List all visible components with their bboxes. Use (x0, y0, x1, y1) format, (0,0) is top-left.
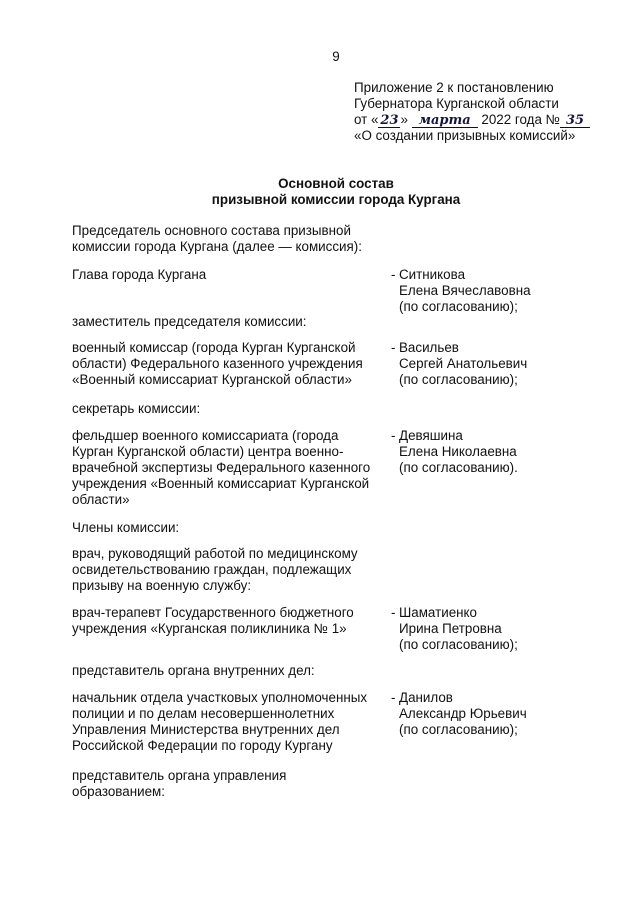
appendix-date-prefix: от « (354, 112, 379, 127)
appendix-line-4: «О создании призывных комиссий» (354, 128, 576, 143)
police-position: начальник отдела участковых уполномоченных полиции и по делам несовершеннолетних Управления Министерства внутренних дел Российской Федерации по городу Кургану (72, 690, 368, 753)
police-person: - Данилов Александр Юрьевич (по согласованию); (391, 690, 527, 737)
deputy-heading: заместитель председателя комиссии: (72, 314, 307, 329)
appendix-line-1: Приложение 2 к постановлению (354, 80, 554, 95)
deputy-position: военный комиссар (города Курган Курганской области) Федерального казенного учреждения «Военный комиссариат Курганской области» (72, 340, 363, 387)
appendix-close-quote: » (400, 112, 408, 127)
doctor-position: врач-терапевт Государственного бюджетного учреждения «Курганская поликлиника № 1» (72, 605, 354, 636)
secretary-person: - Девяшина Елена Николаевна (по согласованию). (391, 428, 518, 475)
title-line-2: призывной комиссии города Кургана (211, 192, 461, 207)
appendix-line-2: Губернатора Курганской области (354, 96, 559, 111)
deputy-person: - Васильев Сергей Анатольевич (по согласованию); (391, 340, 528, 387)
appendix-date-line (354, 112, 614, 128)
chairman-position: Глава города Кургана (72, 267, 207, 282)
secretary-position: фельдшер военного комиссариата (города Курган Курганской области) центра военно- врачебной экспертизы Федерального казенного учреждения «Военный комиссариат Курганской области» (72, 428, 371, 507)
doctor-heading: врач, руководящий работой по медицинскому освидетельствованию граждан, подлежащих призыву на военную службу: (72, 546, 358, 593)
document-title (0, 176, 640, 208)
police-heading: представитель органа внутренних дел: (72, 663, 315, 678)
appendix-number: 35 (560, 114, 590, 128)
members-heading: Члены комиссии: (72, 520, 180, 535)
education-heading: представитель органа управления образованием: (72, 768, 287, 799)
appendix-header (354, 80, 614, 144)
title-line-1: Основной состав (278, 176, 394, 191)
doctor-person: - Шаматиенко Ирина Петровна (по согласованию); (391, 605, 518, 652)
secretary-heading: секретарь комиссии: (72, 401, 201, 416)
page-number: 9 (332, 49, 340, 64)
chairman-person: - Ситникова Елена Вячеславовна (по согласованию); (391, 267, 531, 314)
chairman-heading: Председатель основного состава призывной комиссии города Кургана (далее — комиссия): (72, 223, 362, 254)
appendix-year-text: 2022 года № (481, 112, 560, 127)
appendix-day: 23 (380, 113, 399, 128)
appendix-month: марта (412, 114, 478, 128)
